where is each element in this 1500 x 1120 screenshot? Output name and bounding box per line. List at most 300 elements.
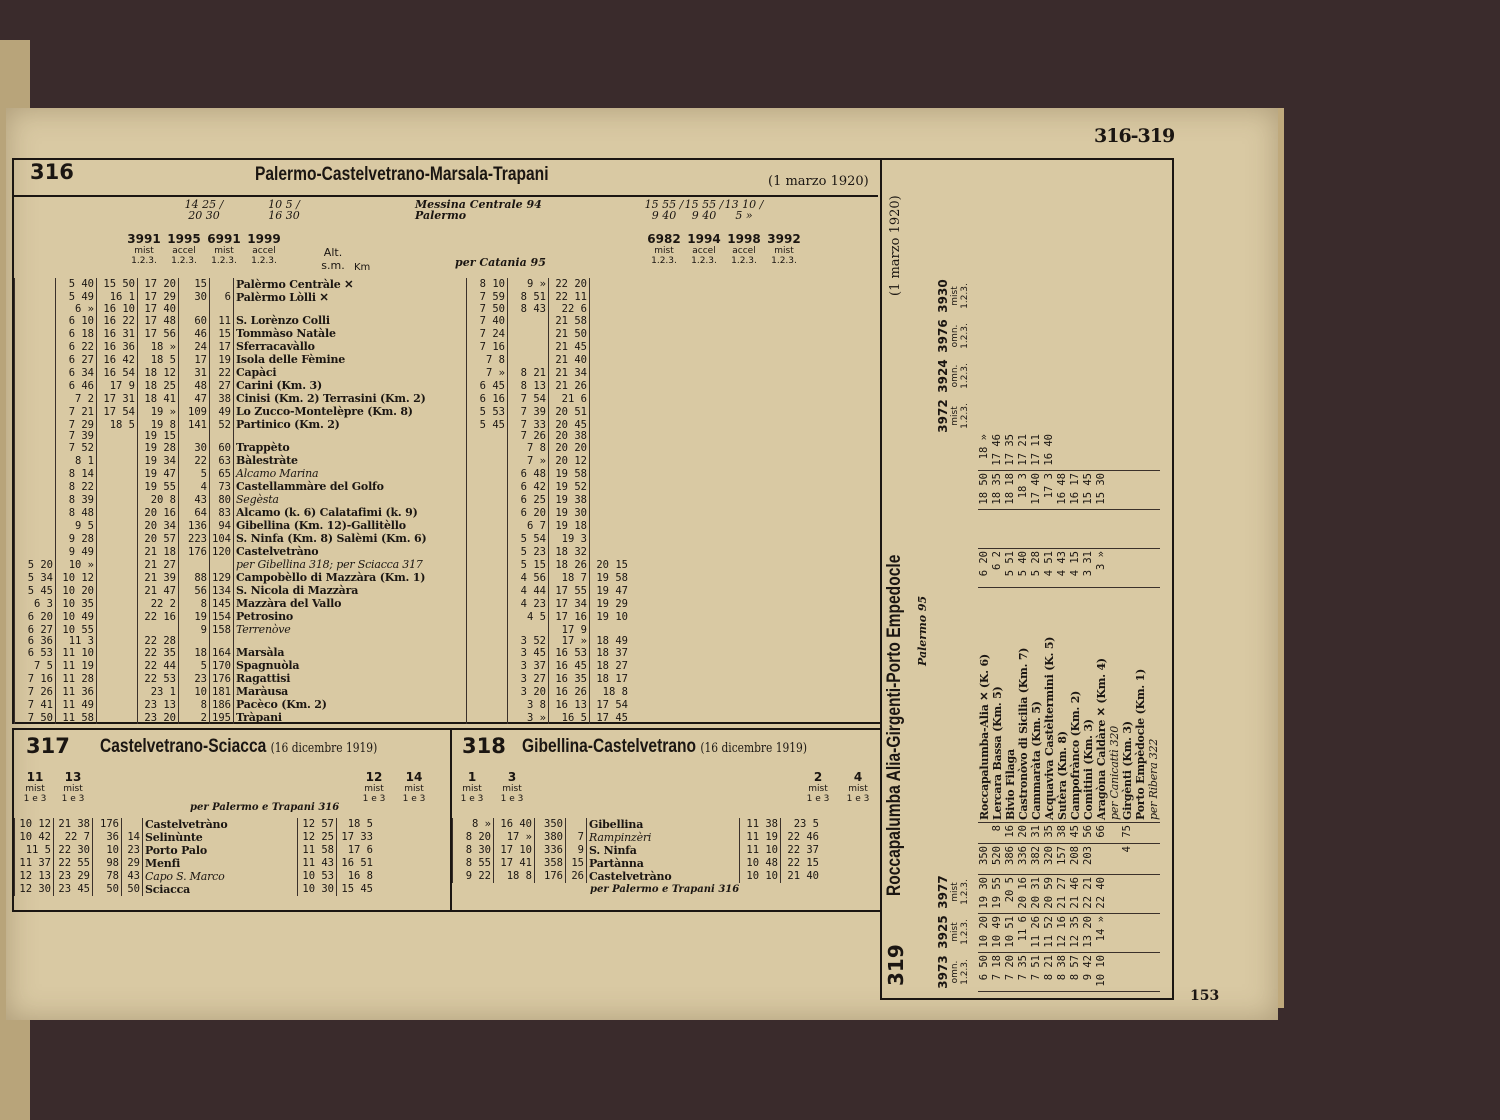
s316-right-train-number: 3992 (767, 232, 801, 246)
s316-row (15, 711, 630, 724)
s316-time-right: 8 10 (466, 278, 507, 291)
s316-time-left (15, 545, 56, 558)
s318-time-left: 8 » (453, 818, 494, 831)
s316-time-right: 19 58 (548, 467, 589, 480)
s316-km: 52 (210, 418, 234, 431)
s317-station: Porto Palo (143, 844, 298, 857)
s319-km: 16 (1004, 823, 1017, 844)
s316-row (15, 431, 630, 441)
s316-time-right: 16 13 (548, 698, 589, 711)
via-catania: per Catania 95 (455, 256, 546, 269)
section-316-date: (1 marzo 1920) (768, 174, 869, 189)
s316-km: 63 (210, 454, 234, 467)
s316-row (15, 506, 630, 519)
s316-time-left (15, 392, 56, 405)
s316-time-right (507, 314, 548, 327)
s317-station: Capo S. Marco (143, 870, 298, 883)
s316-left-train-class: 1.2.3. (211, 256, 237, 266)
s316-row (15, 314, 630, 327)
s317-km: 50 (122, 883, 143, 896)
s316-time-left: 9 5 (56, 519, 97, 532)
s319-time-right: 4 43 (1056, 549, 1069, 588)
s316-station: Marsàla (233, 646, 466, 659)
s316-time-right (589, 519, 630, 532)
s319-time-right: 4 51 (1043, 549, 1056, 588)
s317-time-right: 12 25 (298, 831, 337, 844)
s316-row (15, 545, 630, 558)
s316-time-left: 5 40 (56, 278, 97, 291)
s319-row (1017, 432, 1030, 992)
s316-time-right: 3 8 (507, 698, 548, 711)
s316-row (15, 392, 630, 405)
s316-time-left: 16 42 (97, 353, 138, 366)
s316-left-train-number: 1999 (247, 232, 281, 246)
s316-time-right: 6 20 (507, 506, 548, 519)
s316-row (15, 558, 630, 571)
s316-altitude: 60 (179, 314, 210, 327)
s316-time-right (589, 480, 630, 493)
s316-right-train-2 (724, 232, 764, 266)
section-316-rule (14, 195, 878, 197)
s316-time-right: 3 27 (507, 672, 548, 685)
s316-time-left (15, 454, 56, 467)
s319-time-left: 22 21 (1082, 875, 1095, 914)
s316-km: 80 (210, 493, 234, 506)
s316-time-right: 19 58 (589, 571, 630, 584)
s316-time-right (466, 506, 507, 519)
s316-time-left: 11 49 (56, 698, 97, 711)
s319-right-train-class: 1.2.3. (960, 283, 970, 309)
s316-altitude (179, 431, 210, 441)
s316-time-left: 22 53 (138, 672, 179, 685)
s316-time-left (97, 597, 138, 610)
s319-time-left: 20 16 (1017, 875, 1030, 914)
s316-time-right (589, 467, 630, 480)
s316-right-train-number: 1998 (727, 232, 761, 246)
section-317-title-text: Castelvetrano-Sciacca (100, 736, 267, 757)
s316-time-left: 9 28 (56, 532, 97, 545)
s319-time-right (1108, 432, 1121, 471)
s316-time-left: 21 18 (138, 545, 179, 558)
s316-time-right: 7 33 (507, 418, 548, 431)
s316-time-right: 6 7 (507, 519, 548, 532)
s316-time-right (466, 610, 507, 623)
s319-time-left (1121, 953, 1134, 992)
s316-altitude: 5 (179, 467, 210, 480)
s318-row (453, 818, 822, 831)
section-318-number: 318 (462, 734, 506, 758)
s316-time-right: 16 35 (548, 672, 589, 685)
s316-altitude: 223 (179, 532, 210, 545)
s316-time-left (97, 441, 138, 454)
s316-altitude: 18 (179, 646, 210, 659)
s316-time-left: 16 10 (97, 304, 138, 314)
s319-time-right (1108, 471, 1121, 510)
s316-station: Segèsta (233, 493, 466, 506)
s316-time-left: 9 49 (56, 545, 97, 558)
s319-time-right: 18 » (978, 432, 991, 471)
s316-time-right: 18 32 (548, 545, 589, 558)
s316-time-left: 17 48 (138, 314, 179, 327)
s316-time-left (15, 532, 56, 545)
s316-row (15, 480, 630, 493)
s319-time-right: 15 30 (1095, 471, 1108, 510)
s316-time-left (97, 493, 138, 506)
s316-time-right: 8 13 (507, 379, 548, 392)
s316-time-right: 3 37 (507, 659, 548, 672)
s316-station: Pacèco (Km. 2) (233, 698, 466, 711)
s316-time-left: 6 3 (15, 597, 56, 610)
s316-time-left (15, 467, 56, 480)
s316-time-right (589, 392, 630, 405)
s316-altitude: 15 (179, 278, 210, 291)
section-319-table (978, 432, 1160, 992)
s319-time-right (1134, 471, 1147, 510)
s316-altitude (179, 558, 210, 571)
s316-time-left: 22 16 (138, 610, 179, 623)
s316-time-right (589, 278, 630, 291)
s316-time-right: 6 48 (507, 467, 548, 480)
s316-time-right (466, 597, 507, 610)
s317-altitude: 176 (93, 818, 122, 831)
s316-km: 11 (210, 314, 234, 327)
s316-time-left: 7 2 (56, 392, 97, 405)
s316-station (233, 304, 466, 314)
s319-time-right: 18 18 (1004, 471, 1017, 510)
s317-altitude: 10 (93, 844, 122, 857)
s316-time-right: 21 58 (548, 314, 589, 327)
s316-right-train-number: 6982 (647, 232, 681, 246)
s317-altitude: 50 (93, 883, 122, 896)
s316-station: Castellammàre del Golfo (233, 480, 466, 493)
s316-time-right: 16 5 (548, 711, 589, 724)
s316-km: 6 (210, 291, 234, 304)
s317-time-left: 22 7 (54, 831, 93, 844)
s316-time-left: 16 1 (97, 291, 138, 304)
s316-time-left (97, 610, 138, 623)
s316-time-right: 19 47 (589, 584, 630, 597)
s319-right-train-number: 3972 (936, 399, 950, 433)
s319-time-left: 7 20 (1004, 953, 1017, 992)
s316-time-right (466, 454, 507, 467)
s316-time-right: 22 11 (548, 291, 589, 304)
s319-time-left: 11 52 (1043, 914, 1056, 953)
s316-time-left (15, 278, 56, 291)
s318-time-left: 17 10 (494, 844, 535, 857)
s319-time-left (1121, 875, 1134, 914)
s316-time-left (15, 304, 56, 314)
s316-time-left (15, 506, 56, 519)
s317-left-train-kind: mist (63, 784, 83, 794)
s319-time-right (1108, 510, 1121, 549)
s318-time-right: 22 15 (781, 857, 822, 870)
s317-time-right: 16 8 (337, 870, 376, 883)
s316-row (15, 571, 630, 584)
s316-time-right (466, 672, 507, 685)
s317-right-train-1 (394, 770, 434, 804)
s316-time-left (97, 431, 138, 441)
s316-altitude: 43 (179, 493, 210, 506)
s317-station: Menfi (143, 857, 298, 870)
s316-time-left (15, 340, 56, 353)
s316-station: Terrenòve (233, 623, 466, 636)
s316-time-left (15, 493, 56, 506)
s316-time-left: 21 27 (138, 558, 179, 571)
s316-time-left: 7 41 (15, 698, 56, 711)
s316-time-right (507, 353, 548, 366)
s316-km: 94 (210, 519, 234, 532)
section-319-title-text: Roccapalumba Alia-Girgenti-Porto Empedocle (884, 554, 905, 896)
s316-row (15, 685, 630, 698)
s316-altitude: 176 (179, 545, 210, 558)
s316-station: Carini (Km. 3) (233, 379, 466, 392)
s316-time-right (589, 291, 630, 304)
s316-time-left: 20 57 (138, 532, 179, 545)
s319-row (1043, 432, 1056, 992)
s316-time-right: 5 53 (466, 405, 507, 418)
s319-time-left: 19 55 (991, 875, 1004, 914)
s316-km (210, 304, 234, 314)
s316-time-left: 10 35 (56, 597, 97, 610)
s319-altitude: 203 (1082, 844, 1095, 875)
s319-altitude (1095, 844, 1108, 875)
s318-left-train-kind: mist (462, 784, 482, 794)
s319-right-train-2 (936, 316, 970, 356)
s317-row (15, 883, 376, 896)
s316-time-right (589, 327, 630, 340)
s319-time-left (1134, 914, 1147, 953)
s316-km (210, 278, 234, 291)
s318-km (566, 818, 587, 831)
s319-right-train-kind: mist (950, 406, 960, 426)
s319-time-right: 3 » (1095, 549, 1108, 588)
s317-time-left: 12 13 (15, 870, 54, 883)
section-318-title (522, 736, 807, 758)
s316-station: Tommàso Natàle (233, 327, 466, 340)
s319-altitude: 386 (1004, 844, 1017, 875)
s319-time-left: 6 50 (978, 953, 991, 992)
s316-time-right: 20 45 (548, 418, 589, 431)
s316-station (233, 636, 466, 646)
s316-time-right: 19 18 (548, 519, 589, 532)
s316-km: 134 (210, 584, 234, 597)
s316-time-right (466, 441, 507, 454)
s316-time-left: 15 50 (97, 278, 138, 291)
s319-time-right: 16 48 (1056, 471, 1069, 510)
section-319-title (884, 555, 906, 896)
s316-time-left: 8 48 (56, 506, 97, 519)
s319-time-right (1121, 471, 1134, 510)
s319-time-left: 10 20 (978, 914, 991, 953)
s316-time-left: 22 35 (138, 646, 179, 659)
s316-altitude: 10 (179, 685, 210, 698)
s316-row (15, 405, 630, 418)
s319-right-train-class: 1.2.3. (960, 323, 970, 349)
s317-time-left: 21 38 (54, 818, 93, 831)
s319-station: Bivio Filaga (1004, 588, 1017, 823)
s316-altitude: 136 (179, 519, 210, 532)
s316-time-right: 7 50 (466, 304, 507, 314)
s318-time-right: 21 40 (781, 870, 822, 883)
s316-time-left: 7 50 (15, 711, 56, 724)
s319-altitude: 4 (1121, 844, 1134, 875)
s316-left-train-number: 1995 (167, 232, 201, 246)
s316-altitude: 48 (179, 379, 210, 392)
s316-time-right: 17 16 (548, 610, 589, 623)
s316-station: Isola delle Fèmine (233, 353, 466, 366)
s316-time-right: 21 34 (548, 366, 589, 379)
s316-time-left: 18 25 (138, 379, 179, 392)
s316-time-right (466, 646, 507, 659)
s316-time-left: 6 27 (15, 623, 56, 636)
s316-time-right: 17 9 (548, 623, 589, 636)
s316-time-left: 16 22 (97, 314, 138, 327)
s318-time-right: 23 5 (781, 818, 822, 831)
s316-time-right: 18 17 (589, 672, 630, 685)
s319-time-left (1108, 953, 1121, 992)
s316-time-right (589, 431, 630, 441)
s316-time-left: 22 28 (138, 636, 179, 646)
s319-row (1095, 432, 1108, 992)
s319-left-train-number: 3977 (936, 875, 950, 909)
s318-right-train-0 (798, 770, 838, 804)
s319-time-left: 11 26 (1030, 914, 1043, 953)
s319-altitude (1147, 844, 1160, 875)
s318-time-left: 17 » (494, 831, 535, 844)
s316-altitude: 23 (179, 672, 210, 685)
s316-time-left (15, 314, 56, 327)
s316-km: 164 (210, 646, 234, 659)
s319-row (1082, 432, 1095, 992)
s316-time-left: 17 40 (138, 304, 179, 314)
s316-row (15, 532, 630, 545)
s316-km: 19 (210, 353, 234, 366)
s316-altitude: 47 (179, 392, 210, 405)
s316-time-left: 18 41 (138, 392, 179, 405)
section-319-via: Palermo 95 (916, 595, 929, 666)
km-label: Km (354, 262, 371, 273)
s317-left-train-class: 1 e 3 (23, 794, 47, 804)
s319-time-right (1147, 471, 1160, 510)
s318-row (453, 857, 822, 870)
s316-time-right: 7 24 (466, 327, 507, 340)
s316-left-train-0 (124, 232, 164, 266)
s316-row (15, 636, 630, 646)
s319-station: Castronòvo di Sicilia (Km. 7) (1017, 588, 1030, 823)
s316-right-train-kind: mist (774, 246, 794, 256)
s319-left-train-class: 1.2.3. (960, 919, 970, 945)
s319-time-left (1147, 953, 1160, 992)
s319-left-train-1 (936, 912, 970, 952)
s319-time-right (1082, 432, 1095, 471)
s316-left-train-class: 1.2.3. (171, 256, 197, 266)
s317-left-train-class: 1 e 3 (61, 794, 85, 804)
s316-altitude (179, 304, 210, 314)
s316-right-train-class: 1.2.3. (771, 256, 797, 266)
s316-station: Ragattisi (233, 672, 466, 685)
s316-time-left: 22 44 (138, 659, 179, 672)
s316-left-train-1 (164, 232, 204, 266)
s319-time-left: 9 42 (1082, 953, 1095, 992)
s319-time-left (1134, 875, 1147, 914)
s316-top-right-time: 13 10 / 5 » (724, 198, 764, 222)
s316-time-right: 20 51 (548, 405, 589, 418)
s316-row (15, 278, 630, 291)
s316-time-right (589, 340, 630, 353)
s318-km: 9 (566, 844, 587, 857)
s317-altitude: 36 (93, 831, 122, 844)
s316-time-right: 6 45 (466, 379, 507, 392)
s316-time-left: 16 31 (97, 327, 138, 340)
section-319-date: (1 marzo 1920) (888, 195, 903, 296)
s316-km: 170 (210, 659, 234, 672)
s316-time-right (466, 493, 507, 506)
s318-row (453, 870, 822, 883)
s316-km: 186 (210, 698, 234, 711)
s316-top-right-time: 15 55 / 9 40 (644, 198, 684, 222)
s316-time-left: 19 15 (138, 431, 179, 441)
s318-station: Rampinzèri (587, 831, 740, 844)
s316-time-left: 21 47 (138, 584, 179, 597)
s318-time-right: 10 10 (740, 870, 781, 883)
s316-time-left: 11 36 (56, 685, 97, 698)
s316-station: Castelvetràno (233, 545, 466, 558)
s316-time-left: 11 19 (56, 659, 97, 672)
s317-time-right: 11 58 (298, 844, 337, 857)
s317-left-train-kind: mist (25, 784, 45, 794)
s318-row (453, 844, 822, 857)
s319-time-left (1108, 875, 1121, 914)
s318-left-train-kind: mist (502, 784, 522, 794)
s318-right-train-kind: mist (808, 784, 828, 794)
s316-station: Campobèllo di Mazzàra (Km. 1) (233, 571, 466, 584)
s316-altitude: 24 (179, 340, 210, 353)
s316-km: 60 (210, 441, 234, 454)
section-318-date: (16 dicembre 1919) (700, 741, 808, 756)
s316-time-left: 10 » (56, 558, 97, 571)
section-316-title (255, 164, 549, 186)
s319-time-left (1121, 914, 1134, 953)
s316-time-left: 19 55 (138, 480, 179, 493)
s317-time-left: 22 30 (54, 844, 93, 857)
section-318-table (452, 818, 821, 883)
s316-time-left: 16 36 (97, 340, 138, 353)
s316-time-left: 7 16 (15, 672, 56, 685)
s316-time-left: 16 54 (97, 366, 138, 379)
s316-km: 145 (210, 597, 234, 610)
s316-station: Partinico (Km. 2) (233, 418, 466, 431)
s316-time-left: 7 29 (56, 418, 97, 431)
s319-left-train-class: 1.2.3. (960, 959, 970, 985)
s317-time-right: 17 33 (337, 831, 376, 844)
s319-time-right (1134, 432, 1147, 471)
s316-time-left: 19 » (138, 405, 179, 418)
s319-time-right (1030, 510, 1043, 549)
s318-left-train-0 (452, 770, 492, 804)
s317-time-left: 23 29 (54, 870, 93, 883)
s316-time-right: 7 » (466, 366, 507, 379)
s317-row (15, 844, 376, 857)
s319-time-right: 17 46 (991, 432, 1004, 471)
s316-row (15, 353, 630, 366)
s317-right-train-class: 1 e 3 (362, 794, 386, 804)
s316-row (15, 597, 630, 610)
s319-time-right (1147, 510, 1160, 549)
s319-time-left (1134, 953, 1147, 992)
s319-time-right: 17 21 (1017, 432, 1030, 471)
s319-time-right: 17 11 (1030, 432, 1043, 471)
s317-right-train-number: 14 (405, 770, 423, 784)
